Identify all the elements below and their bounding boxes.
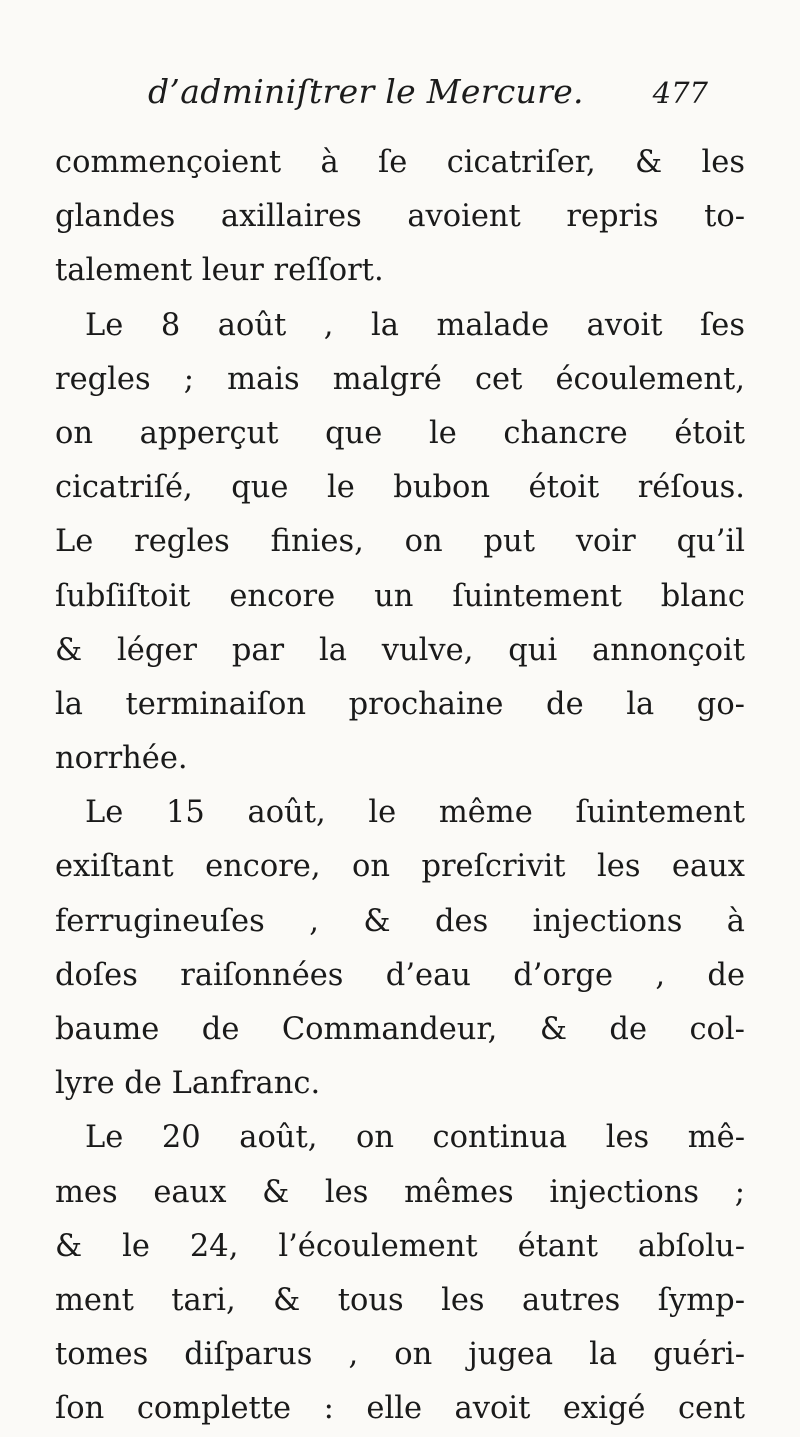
running-title: d’adminiſtrer le Mercure. bbox=[148, 72, 584, 111]
body-text bbox=[55, 136, 745, 1437]
text-line: ment tari, & tous les autres ſymp- bbox=[55, 1282, 745, 1318]
text-line: lyre de Lanfranc. bbox=[55, 1066, 321, 1102]
text-line: & le 24, l’écoulement étant abſolu- bbox=[55, 1228, 745, 1264]
text-line: Le 15 août, le même ſuintement bbox=[85, 795, 745, 831]
text-line: & léger par la vulve, qui annonçoit bbox=[55, 632, 745, 668]
text-line: ſon complette : elle avoit exigé cent bbox=[55, 1391, 745, 1427]
text-line: Le 20 août, on continua les mê- bbox=[85, 1120, 745, 1156]
text-line: tomes diſparus , on jugea la guéri- bbox=[55, 1337, 745, 1373]
text-line: exiſtant encore, on preſcrivit les eaux bbox=[55, 849, 745, 885]
text-line: regles ; mais malgré cet écoulement, bbox=[55, 361, 745, 397]
text-line: cicatriſé, que le bubon étoit réſous. bbox=[55, 470, 745, 506]
text-line: doſes raiſonnées d’eau d’orge , de bbox=[55, 957, 745, 993]
text-line: Le regles finies, on put voir qu’il bbox=[55, 524, 745, 560]
text-line: Le 8 août , la malade avoit ſes bbox=[85, 307, 745, 343]
text-line: glandes axillaires avoient repris to- bbox=[55, 199, 745, 235]
text-line: norrhée. bbox=[55, 741, 188, 777]
text-line: commençoient à ſe cicatriſer, & les bbox=[55, 145, 745, 180]
text-line: baume de Commandeur, & de col- bbox=[55, 1012, 745, 1047]
text-line: mes eaux & les mêmes injections ; bbox=[55, 1174, 745, 1210]
text-line: talement leur reſſort. bbox=[55, 253, 384, 289]
text-line: ſubſiſtoit encore un ſuintement blanc bbox=[55, 578, 745, 614]
page-number: 477 bbox=[652, 76, 708, 110]
text-line: la terminaiſon prochaine de la go- bbox=[55, 686, 745, 722]
text-line: on apperçut que le chancre étoit bbox=[55, 415, 745, 451]
text-line: ferrugineuſes , & des injections à bbox=[55, 903, 745, 939]
running-head bbox=[148, 72, 708, 128]
